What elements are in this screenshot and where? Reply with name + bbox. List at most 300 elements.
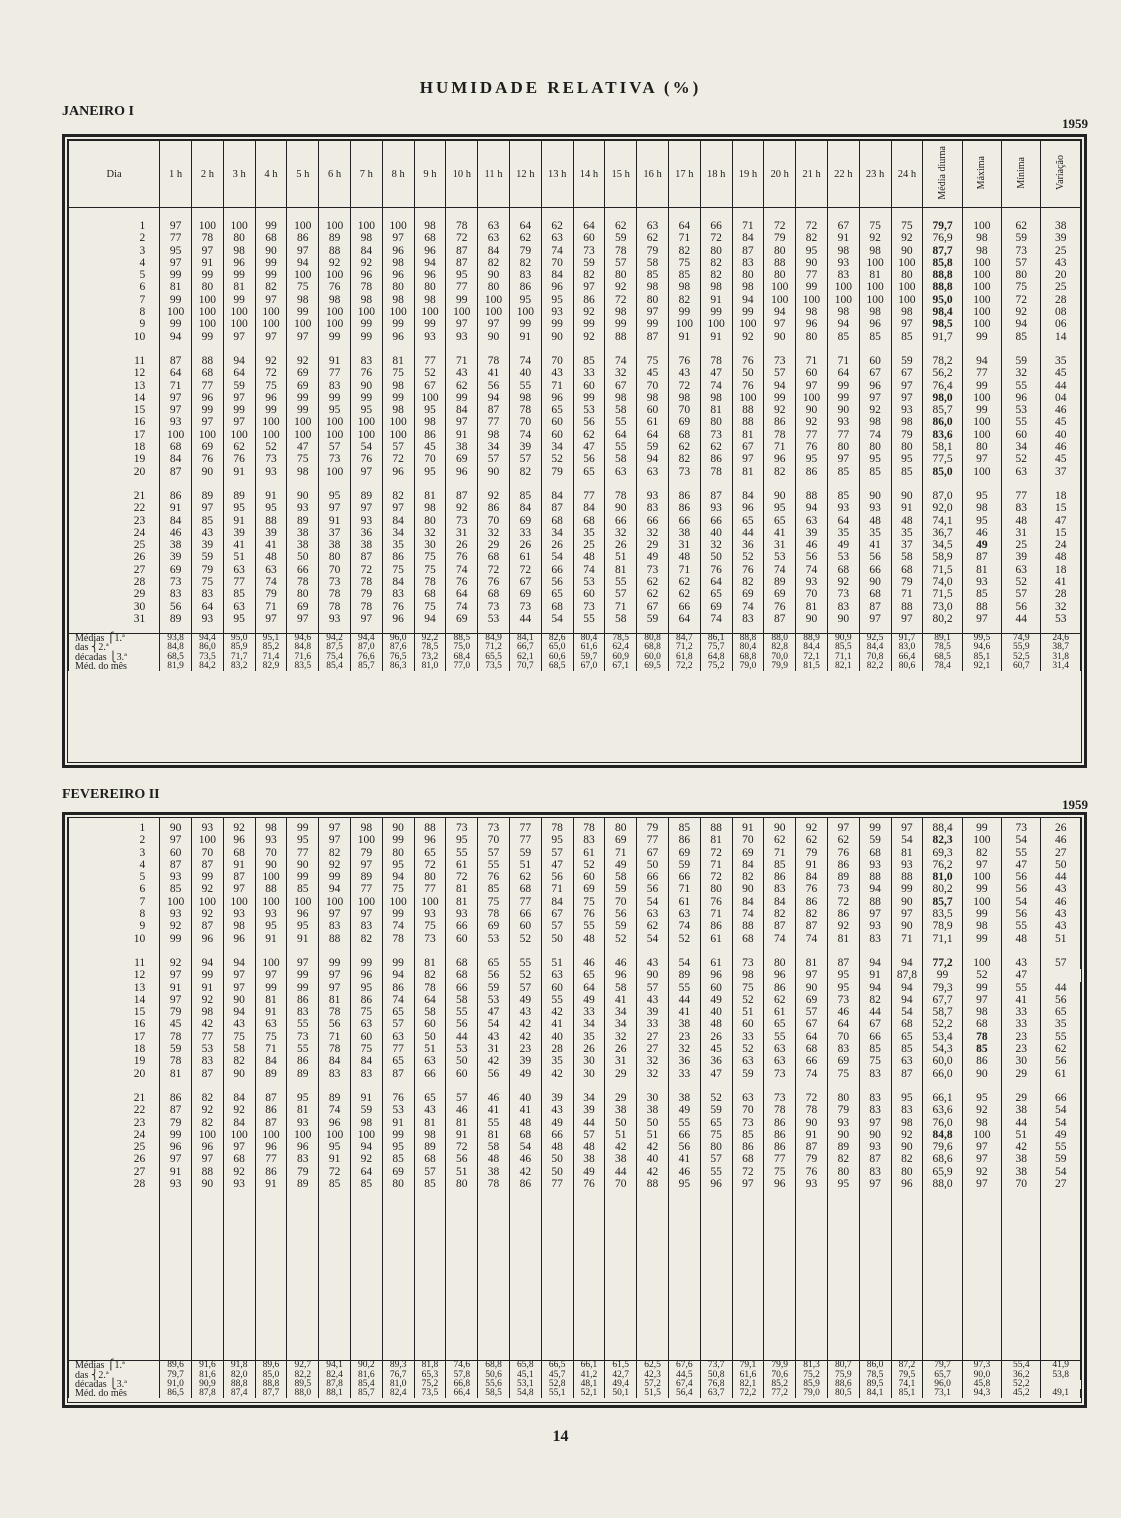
value-cell: 79: [796, 847, 828, 859]
value-cell: 74: [700, 613, 732, 625]
value-cell: 78: [350, 601, 382, 613]
value-cell: 71: [891, 933, 923, 945]
value-cell: 69: [287, 380, 319, 392]
value-cell: 47: [541, 859, 573, 871]
value-cell: 86: [287, 232, 319, 244]
value-cell: 72: [1002, 294, 1041, 306]
value-cell: 72: [700, 847, 732, 859]
value-cell: 88: [764, 257, 796, 269]
value-cell: 86: [287, 994, 319, 1006]
value-cell: 91: [191, 257, 223, 269]
value-cell: 82: [962, 847, 1001, 859]
value-cell: 100: [350, 416, 382, 428]
value-cell: 89: [350, 871, 382, 883]
value-cell: 61: [668, 896, 700, 908]
value-cell: 48: [573, 1141, 605, 1153]
value-cell: 100: [191, 1129, 223, 1141]
value-cell: 99: [160, 294, 192, 306]
value-cell: 32: [637, 1055, 669, 1067]
value-cell: 95: [319, 404, 351, 416]
value-cell: 27: [1041, 1178, 1081, 1190]
summary-value: 72,1: [796, 653, 828, 662]
value-cell: 76: [446, 576, 478, 588]
value-cell: 88,0: [923, 1178, 962, 1190]
value-cell: 41: [223, 539, 255, 551]
value-cell: 55: [509, 380, 541, 392]
value-cell: 63: [478, 220, 510, 232]
value-cell: 50: [287, 551, 319, 563]
value-cell: 56: [637, 883, 669, 895]
value-cell: 43: [1002, 957, 1041, 969]
value-cell: 54: [541, 551, 573, 563]
value-cell: 68: [891, 564, 923, 576]
summary-value: 56,4: [668, 1389, 700, 1398]
value-cell: 79: [891, 576, 923, 588]
value-cell: 68: [478, 588, 510, 600]
value-cell: 73: [287, 1031, 319, 1043]
value-cell: 100: [350, 306, 382, 318]
value-cell: 91: [160, 1166, 192, 1178]
value-cell: 97: [859, 1178, 891, 1190]
summary-value: 66,4: [446, 1389, 478, 1398]
value-cell: 93: [859, 920, 891, 932]
value-cell: 98,0: [923, 392, 962, 404]
value-cell: 59: [509, 847, 541, 859]
value-cell: 100: [962, 220, 1001, 232]
value-cell: 100: [382, 306, 414, 318]
value-cell: 87,7: [923, 245, 962, 257]
value-cell: 93: [255, 834, 287, 846]
summary-value: 45,2: [1002, 1389, 1041, 1398]
value-cell: 83: [350, 355, 382, 367]
value-cell: 88: [732, 404, 764, 416]
column-header: [1041, 141, 1081, 208]
value-cell: 56: [446, 1153, 478, 1165]
value-cell: 74: [382, 920, 414, 932]
value-cell: 94: [350, 1141, 382, 1153]
value-cell: 76,0: [923, 1117, 962, 1129]
summary-value: 84,8: [160, 643, 192, 652]
value-cell: 88,8: [923, 269, 962, 281]
value-cell: 75: [764, 1166, 796, 1178]
value-cell: 76: [700, 896, 732, 908]
value-cell: 93: [796, 1178, 828, 1190]
value-cell: 99: [287, 822, 319, 834]
value-cell: 66: [668, 601, 700, 613]
summary-value: 91,6: [191, 1361, 223, 1371]
value-cell: 71: [319, 1031, 351, 1043]
value-cell: 77: [509, 822, 541, 834]
value-cell: 83: [637, 502, 669, 514]
page-title: HUMIDADE RELATIVA (%): [419, 78, 702, 97]
value-cell: 91: [255, 933, 287, 945]
value-cell: 80: [827, 1166, 859, 1178]
value-cell: 62: [637, 920, 669, 932]
value-cell: 82: [414, 969, 446, 981]
value-cell: 96: [414, 834, 446, 846]
value-cell: 73: [732, 957, 764, 969]
value-cell: 47: [573, 441, 605, 453]
summary-label: décadas ⎩3.ª: [69, 653, 160, 662]
value-cell: 79: [287, 1166, 319, 1178]
value-cell: 76: [478, 871, 510, 883]
value-cell: 74: [446, 601, 478, 613]
value-cell: 83: [350, 1068, 382, 1080]
value-cell: 73: [1002, 245, 1041, 257]
value-cell: 62: [446, 380, 478, 392]
value-cell: 80: [319, 551, 351, 563]
value-cell: 34: [573, 1018, 605, 1030]
value-cell: 100: [160, 896, 192, 908]
value-cell: 62: [573, 429, 605, 441]
value-cell: 70: [414, 453, 446, 465]
summary-value: 45,8: [962, 1380, 1001, 1389]
value-cell: 59: [1002, 232, 1041, 244]
value-cell: 91: [160, 502, 192, 514]
value-cell: 100: [319, 416, 351, 428]
value-cell: 78: [319, 1043, 351, 1055]
value-cell: 38: [319, 539, 351, 551]
value-cell: 100: [414, 392, 446, 404]
value-cell: 83: [319, 1068, 351, 1080]
value-cell: 90: [764, 331, 796, 343]
summary-value: 71,1: [827, 653, 859, 662]
value-cell: 73: [700, 429, 732, 441]
value-cell: 100: [962, 416, 1001, 428]
column-header: 11 h: [478, 141, 510, 208]
value-cell: 92: [255, 355, 287, 367]
summary-value: 66,5: [541, 1361, 573, 1371]
value-cell: 57: [637, 982, 669, 994]
value-cell: 95: [382, 859, 414, 871]
value-cell: 54: [1041, 1117, 1081, 1129]
value-cell: 100: [891, 281, 923, 293]
value-cell: 69: [287, 367, 319, 379]
value-cell: 80: [700, 1141, 732, 1153]
column-header: 19 h: [732, 141, 764, 208]
value-cell: 40: [700, 527, 732, 539]
summary-value: 83,5: [287, 662, 319, 671]
table-row: [69, 883, 1081, 895]
value-cell: 56: [160, 601, 192, 613]
value-cell: 91: [700, 331, 732, 343]
value-cell: 91: [255, 490, 287, 502]
value-cell: 95: [541, 834, 573, 846]
value-cell: 98: [605, 306, 637, 318]
summary-value: 82,2: [287, 1371, 319, 1380]
value-cell: 69: [700, 601, 732, 613]
summary-value: 85,4: [350, 1380, 382, 1389]
value-cell: 53: [573, 404, 605, 416]
value-cell: 18: [1041, 490, 1081, 502]
summary-value: 67,4: [668, 1380, 700, 1389]
summary-value: 85,0: [255, 1371, 287, 1380]
value-cell: 81: [287, 1104, 319, 1116]
value-cell: 55: [573, 920, 605, 932]
summary-row: [69, 634, 1081, 644]
value-cell: 94: [1002, 318, 1041, 330]
day-cell: 15: [69, 404, 160, 416]
value-cell: 52: [962, 969, 1001, 981]
value-cell: 48: [255, 551, 287, 563]
value-cell: 97: [255, 613, 287, 625]
value-cell: 99: [350, 331, 382, 343]
value-cell: 52: [732, 1043, 764, 1055]
value-cell: 44: [573, 1117, 605, 1129]
value-cell: 100: [223, 306, 255, 318]
value-cell: 90: [827, 404, 859, 416]
value-cell: 73: [160, 576, 192, 588]
value-cell: 82: [764, 908, 796, 920]
value-cell: 91: [732, 822, 764, 834]
value-cell: 80: [859, 441, 891, 453]
day-cell: 20: [69, 1068, 160, 1080]
value-cell: 99: [764, 392, 796, 404]
summary-value: 80,4: [732, 643, 764, 652]
value-cell: 99: [700, 306, 732, 318]
summary-value: 91,7: [891, 634, 923, 644]
value-cell: 65: [541, 404, 573, 416]
value-cell: 98: [700, 281, 732, 293]
value-cell: 41: [764, 527, 796, 539]
summary-value: 95,1: [255, 634, 287, 644]
value-cell: 98: [350, 822, 382, 834]
value-cell: 95: [827, 969, 859, 981]
value-cell: 99: [191, 331, 223, 343]
value-cell: 97: [796, 969, 828, 981]
value-cell: 51: [732, 1006, 764, 1018]
value-cell: 75: [732, 982, 764, 994]
value-cell: 26: [1041, 822, 1081, 834]
value-cell: 75: [287, 281, 319, 293]
value-cell: 89: [287, 515, 319, 527]
value-cell: 26: [509, 539, 541, 551]
value-cell: 68: [668, 429, 700, 441]
value-cell: 92: [350, 257, 382, 269]
day-cell: 22: [69, 502, 160, 514]
value-cell: 83: [573, 834, 605, 846]
value-cell: 38: [668, 1092, 700, 1104]
value-cell: 68: [796, 1043, 828, 1055]
value-cell: 96: [382, 331, 414, 343]
summary-value: 94,4: [350, 634, 382, 644]
value-cell: 63: [255, 564, 287, 576]
summary-value: 90,9: [827, 634, 859, 644]
value-cell: 70: [605, 896, 637, 908]
value-cell: 100: [962, 281, 1001, 293]
value-cell: 66: [700, 220, 732, 232]
table-row: [69, 601, 1081, 613]
value-cell: 88,4: [923, 822, 962, 834]
summary-value: 62,5: [637, 1361, 669, 1371]
value-cell: 81: [827, 933, 859, 945]
value-cell: 90: [255, 245, 287, 257]
value-cell: 33: [732, 1031, 764, 1043]
value-cell: 96: [605, 969, 637, 981]
value-cell: 62: [764, 834, 796, 846]
value-cell: 66: [605, 515, 637, 527]
value-cell: 96: [700, 969, 732, 981]
value-cell: 98: [350, 1117, 382, 1129]
day-cell: 13: [69, 380, 160, 392]
value-cell: 23: [509, 1043, 541, 1055]
value-cell: 69: [509, 588, 541, 600]
value-cell: 73: [827, 994, 859, 1006]
value-cell: 80: [764, 269, 796, 281]
table-row: [69, 257, 1081, 269]
value-cell: 98: [414, 502, 446, 514]
value-cell: 33: [668, 1068, 700, 1080]
value-cell: 100: [764, 281, 796, 293]
summary-value: 88,5: [446, 634, 478, 644]
value-cell: 64: [605, 429, 637, 441]
value-cell: 77: [637, 834, 669, 846]
day-cell: 7: [69, 896, 160, 908]
value-cell: 95: [796, 453, 828, 465]
value-cell: 74: [573, 564, 605, 576]
value-cell: 83: [319, 920, 351, 932]
value-cell: 63: [382, 1031, 414, 1043]
value-cell: 95: [414, 466, 446, 478]
value-cell: 83: [859, 1166, 891, 1178]
value-cell: 51: [509, 859, 541, 871]
value-cell: 53: [1002, 404, 1041, 416]
value-cell: 93: [160, 871, 192, 883]
summary-value: 52,8: [541, 1380, 573, 1389]
value-cell: 88: [191, 1166, 223, 1178]
value-cell: 55: [1002, 982, 1041, 994]
value-cell: 92: [827, 920, 859, 932]
value-cell: 78: [962, 1031, 1001, 1043]
summary-value: 75,7: [700, 643, 732, 652]
value-cell: 92: [962, 1104, 1001, 1116]
value-cell: 70: [732, 1104, 764, 1116]
value-cell: 82: [255, 281, 287, 293]
value-cell: 57: [414, 1166, 446, 1178]
value-cell: 81: [414, 957, 446, 969]
value-cell: 88,8: [923, 281, 962, 293]
value-cell: 100: [962, 871, 1001, 883]
value-cell: 55: [509, 957, 541, 969]
value-cell: 46: [478, 1092, 510, 1104]
value-cell: 42: [541, 1068, 573, 1080]
value-cell: 98: [382, 257, 414, 269]
value-cell: 55: [1002, 920, 1041, 932]
value-cell: 58,7: [923, 1006, 962, 1018]
value-cell: 79: [509, 245, 541, 257]
value-cell: 68: [732, 933, 764, 945]
value-cell: 91: [796, 859, 828, 871]
value-cell: 82: [796, 908, 828, 920]
value-cell: 60: [732, 1018, 764, 1030]
value-cell: 49: [605, 859, 637, 871]
summary-value: 99,5: [962, 634, 1001, 644]
value-cell: 75: [478, 896, 510, 908]
value-cell: 87: [446, 490, 478, 502]
value-cell: 97: [827, 822, 859, 834]
value-cell: 92: [191, 908, 223, 920]
table-row: [69, 982, 1081, 994]
value-cell: 44: [1041, 380, 1081, 392]
value-cell: 51: [605, 551, 637, 563]
value-cell: 87: [859, 1153, 891, 1165]
value-cell: 73: [764, 1092, 796, 1104]
value-cell: 73: [319, 453, 351, 465]
value-cell: 49: [1041, 1129, 1081, 1141]
value-cell: 68: [223, 1153, 255, 1165]
value-cell: 32: [1002, 367, 1041, 379]
value-cell: 77: [796, 429, 828, 441]
summary-value: 85,9: [796, 1380, 828, 1389]
value-cell: 81: [414, 490, 446, 502]
value-cell: 93: [827, 502, 859, 514]
value-cell: 59: [191, 551, 223, 563]
value-cell: 79: [160, 1117, 192, 1129]
value-cell: 46: [1041, 441, 1081, 453]
value-cell: 88: [255, 515, 287, 527]
value-cell: 100: [319, 1129, 351, 1141]
value-cell: 77: [446, 281, 478, 293]
value-cell: 81: [859, 269, 891, 281]
value-cell: 89: [223, 490, 255, 502]
value-cell: 92: [191, 883, 223, 895]
value-cell: 86: [764, 871, 796, 883]
value-cell: 47: [700, 1068, 732, 1080]
value-cell: 87: [255, 1092, 287, 1104]
value-cell: 90: [160, 822, 192, 834]
value-cell: 28: [1041, 294, 1081, 306]
value-cell: 45: [414, 441, 446, 453]
summary-value: 41,9: [1041, 1361, 1081, 1371]
summary-value: 84,1: [859, 1389, 891, 1398]
value-cell: 95: [319, 1141, 351, 1153]
value-cell: 92: [223, 1166, 255, 1178]
value-cell: 98: [637, 281, 669, 293]
value-cell: 100: [859, 257, 891, 269]
value-cell: 95: [255, 920, 287, 932]
value-cell: 86: [160, 1092, 192, 1104]
summary-value: 49,4: [605, 1380, 637, 1389]
value-cell: 60: [446, 933, 478, 945]
value-cell: 70: [637, 380, 669, 392]
value-cell: 97: [191, 416, 223, 428]
value-cell: 86: [764, 982, 796, 994]
value-cell: 79: [796, 1153, 828, 1165]
value-cell: 100: [350, 220, 382, 232]
value-cell: 92: [827, 576, 859, 588]
value-cell: 55: [478, 1117, 510, 1129]
value-cell: 94: [859, 957, 891, 969]
value-cell: 65: [700, 1117, 732, 1129]
day-cell: 23: [69, 515, 160, 527]
value-cell: 99: [962, 404, 1001, 416]
value-cell: 85: [891, 466, 923, 478]
value-cell: 76,9: [923, 232, 962, 244]
value-cell: 68: [255, 232, 287, 244]
value-cell: 93: [191, 613, 223, 625]
value-cell: 100: [191, 896, 223, 908]
value-cell: 72: [414, 859, 446, 871]
value-cell: 64: [700, 576, 732, 588]
value-cell: 30: [637, 1092, 669, 1104]
value-cell: 92: [160, 920, 192, 932]
summary-value: 79,1: [732, 1361, 764, 1371]
value-cell: 90: [859, 576, 891, 588]
value-cell: 61: [573, 847, 605, 859]
day-cell: 10: [69, 331, 160, 343]
value-cell: 63: [1002, 466, 1041, 478]
summary-value: 81,6: [350, 1371, 382, 1380]
